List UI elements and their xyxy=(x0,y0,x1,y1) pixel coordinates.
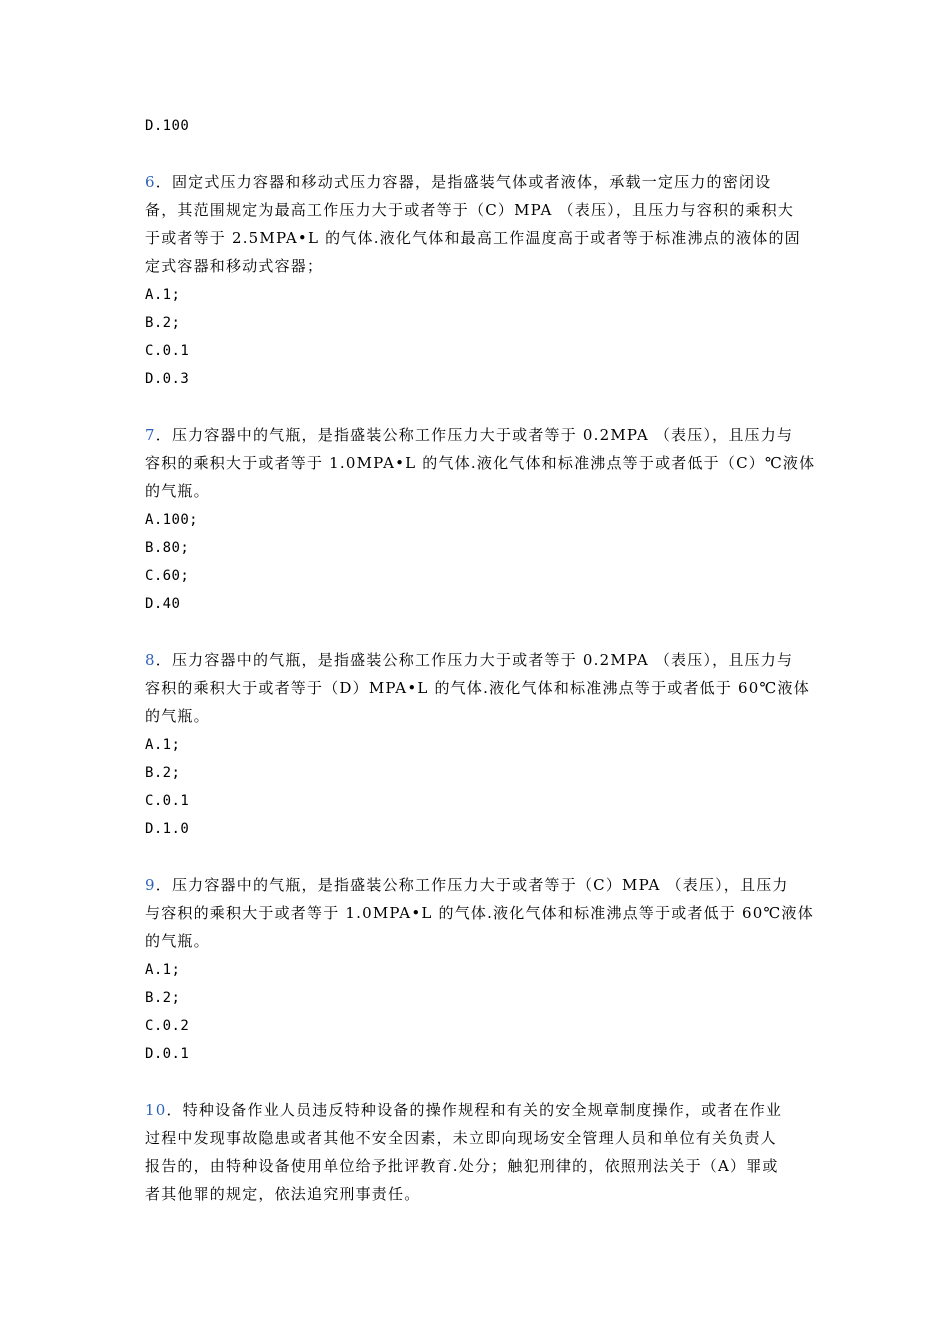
question-6-option-d: D.0.3 xyxy=(145,371,190,387)
question-text: ．压力容器中的气瓶，是指盛装公称工作压力大于或者等于（C）MPA （表压），且压力 xyxy=(155,876,789,894)
question-8-option-c: C.0.1 xyxy=(145,793,190,809)
question-10-line-3: 报告的，由特种设备使用单位给予批评教育.处分；触犯刑律的，依照刑法关于（A）罪或 xyxy=(145,1157,779,1175)
question-10-line-4: 者其他罪的规定，依法追究刑事责任。 xyxy=(145,1185,421,1203)
question-number: 10 xyxy=(145,1101,167,1119)
question-9-line-1 xyxy=(145,875,789,895)
question-number: 9 xyxy=(145,876,156,894)
question-8-line-3: 的气瓶。 xyxy=(145,707,210,725)
question-8-option-b: B.2; xyxy=(145,765,181,781)
question-7-option-c: C.60; xyxy=(145,568,190,584)
question-7-option-b: B.80; xyxy=(145,540,190,556)
question-9-line-2: 与容积的乘积大于或者等于 1.0MPA•L 的气体.液化气体和标准沸点等于或者低于 60℃液体 xyxy=(145,904,814,922)
question-8-option-d: D.1.0 xyxy=(145,821,190,837)
question-7-line-2: 容积的乘积大于或者等于 1.0MPA•L 的气体.液化气体和标准沸点等于或者低于（C）℃液体 xyxy=(145,454,816,472)
option-d-previous: D.100 xyxy=(145,118,190,134)
question-8-option-a: A.1; xyxy=(145,737,181,753)
question-6-line-2: 备，其范围规定为最高工作压力大于或者等于（C）MPA （表压），且压力与容积的乘积大 xyxy=(145,201,795,219)
question-6-option-a: A.1; xyxy=(145,287,181,303)
question-text: ．特种设备作业人员违反特种设备的操作规程和有关的安全规章制度操作，或者在作业 xyxy=(166,1101,783,1119)
question-text: ．压力容器中的气瓶，是指盛装公称工作压力大于或者等于 0.2MPA （表压），且压力与 xyxy=(155,426,794,444)
question-9-line-3: 的气瓶。 xyxy=(145,932,210,950)
question-7-line-1 xyxy=(145,425,793,445)
question-10-line-2: 过程中发现事故隐患或者其他不安全因素，未立即向现场安全管理人员和单位有关负责人 xyxy=(145,1129,777,1147)
question-text: ．固定式压力容器和移动式压力容器，是指盛装气体或者液体，承载一定压力的密闭设 xyxy=(155,173,772,191)
question-number: 8 xyxy=(145,651,156,669)
question-number: 6 xyxy=(145,173,156,191)
question-8-line-1 xyxy=(145,650,793,670)
question-8-line-2: 容积的乘积大于或者等于（D）MPA•L 的气体.液化气体和标准沸点等于或者低于 60℃液体 xyxy=(145,679,810,697)
question-9-option-a: A.1; xyxy=(145,962,181,978)
question-9-option-b: B.2; xyxy=(145,990,181,1006)
question-7-line-3: 的气瓶。 xyxy=(145,482,210,500)
question-9-option-d: D.0.1 xyxy=(145,1046,190,1062)
question-9-option-c: C.0.2 xyxy=(145,1018,190,1034)
question-6-line-3: 于或者等于 2.5MPA•L 的气体.液化气体和最高工作温度高于或者等于标准沸点的液体的固 xyxy=(145,229,801,247)
question-number: 7 xyxy=(145,426,156,444)
question-6-line-1 xyxy=(145,172,771,192)
question-7-option-d: D.40 xyxy=(145,596,181,612)
question-text: ．压力容器中的气瓶，是指盛装公称工作压力大于或者等于 0.2MPA （表压），且压力与 xyxy=(155,651,794,669)
question-10-line-1 xyxy=(145,1100,782,1120)
question-6-option-c: C.0.1 xyxy=(145,343,190,359)
question-6-option-b: B.2; xyxy=(145,315,181,331)
question-6-line-4: 定式容器和移动式容器； xyxy=(145,257,324,275)
question-7-option-a: A.100; xyxy=(145,512,198,528)
